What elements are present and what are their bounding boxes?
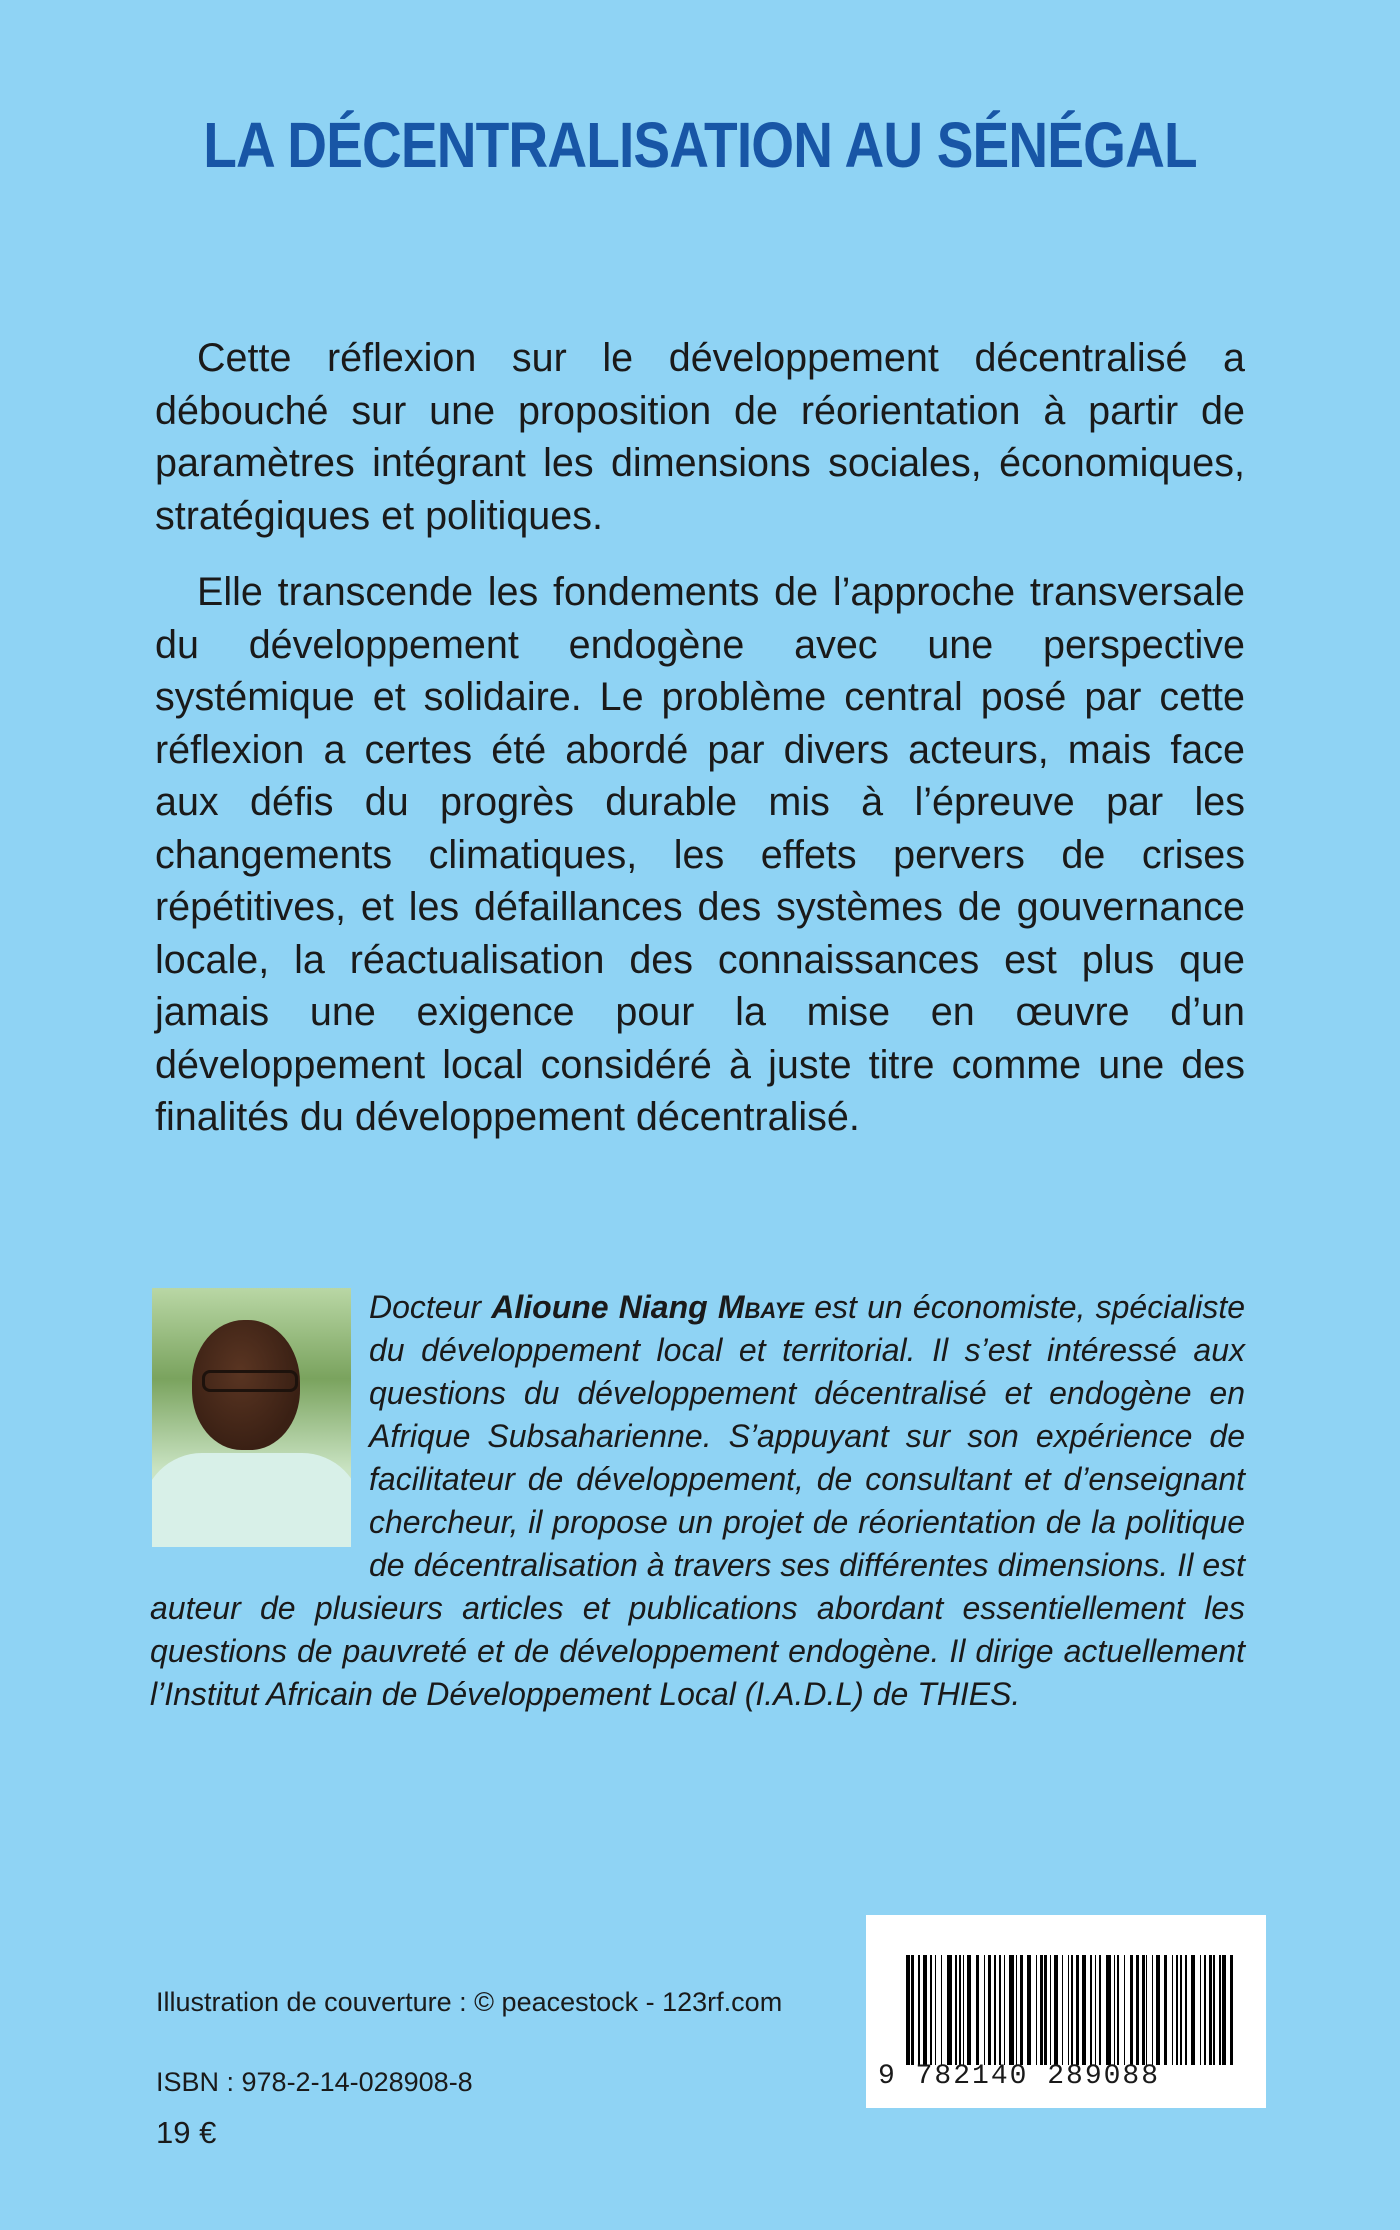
author-bio-text: est un économiste, spécialiste du développement local et territorial. Il s’est intéressé aux questions du développement décentralisé et endogène en Afrique Subsaharienne. S’appuyant sur son expérience de facilitateur de développement, de consultant et d’enseignant chercheur, il propose un projet de réorientation de la politique de décentralisation à travers ses différentes dimensions. Il est auteur de plusieurs articles et publications abordant essentiellement les questions de pauvreté et de développement endogène. Il dirige actuellement l’Institut Africain de Développement Local (I.A.D.L) de THIES. [150, 1289, 1246, 1712]
book-title: LA DÉCENTRALISATION AU SÉNÉGAL [203, 109, 1197, 181]
barcode-bar [1071, 1955, 1074, 2065]
author-prefix: Docteur [369, 1289, 492, 1325]
barcode-bar [1004, 1955, 1005, 2065]
barcode-bar [967, 1955, 971, 2065]
barcode-bar [1082, 1955, 1086, 2065]
barcode-bar [1164, 1955, 1167, 2065]
price: 19 € [156, 2115, 217, 2150]
barcode-bar [1040, 1955, 1043, 2065]
barcode-bar [1016, 1955, 1017, 2065]
barcode-bar [1185, 1955, 1186, 2065]
barcode-bar [1090, 1955, 1091, 2065]
barcode-bar [1146, 1955, 1147, 2065]
barcode-bar [1136, 1955, 1139, 2065]
barcode-bar [1191, 1955, 1195, 2065]
barcode-bars [906, 1955, 1236, 2065]
barcode [866, 1915, 1266, 2108]
barcode-bar [1213, 1955, 1214, 2065]
barcode-bar [1152, 1955, 1153, 2065]
barcode-bar [1068, 1955, 1069, 2065]
barcode-bar [1222, 1955, 1226, 2065]
barcode-bar [955, 1955, 958, 2065]
summary-paragraph-1: Cette réflexion sur le développement décentralisé a débouché sur une proposition de réorientation à partir de paramètres intégrant les dimensions sociales, économiques, stratégiques et politiques. [155, 336, 1245, 538]
barcode-bar [1114, 1955, 1115, 2065]
barcode-bar [906, 1955, 910, 2065]
barcode-bar [930, 1955, 933, 2065]
barcode-bar [1142, 1955, 1145, 2065]
barcode-bar [994, 1955, 997, 2065]
barcode-bar [1095, 1955, 1096, 2065]
author-surname: Mbaye [717, 1289, 805, 1325]
barcode-number: 9 782140 289088 [878, 2061, 1161, 2092]
barcode-bar [1009, 1955, 1014, 2065]
barcode-bar [959, 1955, 962, 2065]
barcode-bar [1219, 1955, 1220, 2065]
barcode-bar [1200, 1955, 1201, 2065]
barcode-bar [941, 1955, 942, 2065]
barcode-bar [984, 1955, 985, 2065]
barcode-bar [976, 1955, 980, 2065]
barcode-bar [935, 1955, 936, 2065]
barcode-bar [1044, 1955, 1047, 2065]
barcode-bar [1036, 1955, 1037, 2065]
barcode-bar [1106, 1955, 1111, 2065]
isbn: ISBN : 978-2-14-028908-8 [156, 2067, 473, 2097]
author-name: Alioune Niang [491, 1289, 708, 1325]
barcode-bar [1230, 1955, 1233, 2065]
barcode-bar [1050, 1955, 1051, 2065]
barcode-bar [911, 1955, 914, 2065]
barcode-bar [1172, 1955, 1173, 2065]
barcode-bar [947, 1955, 952, 2065]
barcode-bar [1099, 1955, 1102, 2065]
barcode-bar [1124, 1955, 1125, 2065]
barcode-bar [999, 1955, 1000, 2065]
barcode-bar [1027, 1955, 1031, 2065]
barcode-bar [1062, 1955, 1063, 2065]
barcode-bar [1204, 1955, 1207, 2065]
barcode-bar [1054, 1955, 1058, 2065]
barcode-bar [1020, 1955, 1023, 2065]
barcode-bar [918, 1955, 919, 2065]
cover-credit: Illustration de couverture : © peacestock - 123rf.com [156, 1987, 783, 2017]
barcode-bar [1130, 1955, 1134, 2065]
summary-paragraph-2: Elle transcende les fondements de l’approche transversale du développement endogène avec une perspective systémique et solidaire. Le problème central posé par cette réflexion a certes été abordé par divers acteurs, mais face aux défis du progrès durable mis à l’épreuve par les changements climatiques, les effets pervers de crises répétitives, et les défaillances des systèmes de gouvernance locale, la réactualisation des connaissances est plus que jamais une exigence pour la mise en œuvre d’un développement local considéré à juste titre comme une des finalités du développement décentralisé. [155, 570, 1245, 1139]
barcode-bar [923, 1955, 927, 2065]
author-photo [152, 1288, 351, 1547]
author-bio [150, 1286, 1245, 1716]
barcode-bar [963, 1955, 964, 2065]
barcode-bar [1156, 1955, 1160, 2065]
barcode-bar [1180, 1955, 1183, 2065]
book-summary [155, 332, 1245, 1144]
barcode-bar [1076, 1955, 1079, 2065]
barcode-bar [1176, 1955, 1179, 2065]
barcode-bar [1209, 1955, 1212, 2065]
barcode-bar [1117, 1955, 1120, 2065]
barcode-bar [988, 1955, 991, 2065]
